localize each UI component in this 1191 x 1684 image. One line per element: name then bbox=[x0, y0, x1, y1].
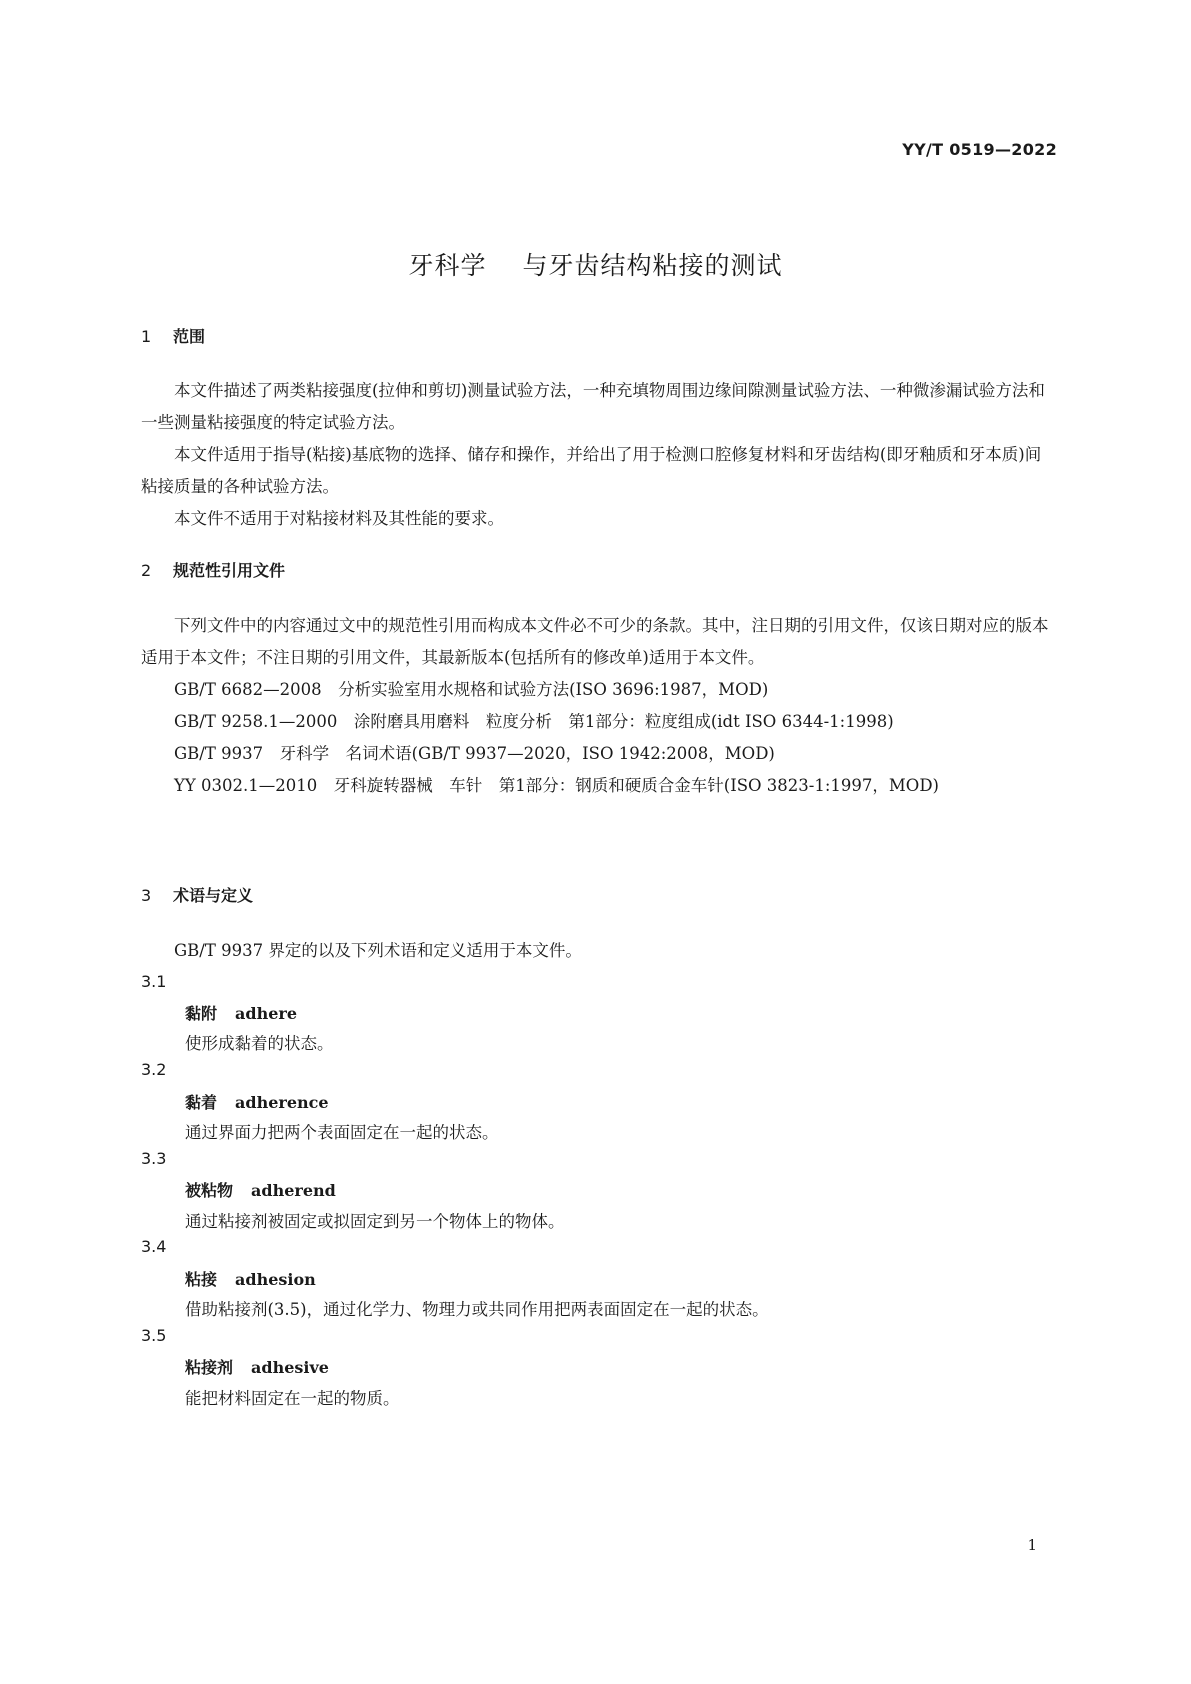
term-definition: 能把材料固定在一起的物质。 bbox=[185, 1389, 400, 1408]
term-zh: 粘接 bbox=[185, 1270, 218, 1289]
title-part-2: 与牙齿结构粘接的测试 bbox=[522, 251, 783, 280]
term-name bbox=[185, 1090, 329, 1113]
document-title bbox=[0, 246, 1191, 282]
reference-item: GB/T 9258.1—2000 涂附磨具用磨料 粒度分析 第1部分：粒度组成(idt ISO 6344-1:1998) bbox=[174, 712, 894, 731]
section-1-heading bbox=[141, 324, 205, 347]
section-2-body bbox=[141, 610, 1055, 802]
term-en: adhesion bbox=[235, 1270, 316, 1289]
term-number: 3.2 bbox=[141, 1060, 167, 1079]
section-1-number: 1 bbox=[141, 327, 152, 346]
term-definition: 通过界面力把两个表面固定在一起的状态。 bbox=[185, 1123, 499, 1142]
section-1-body bbox=[141, 375, 1055, 535]
term-zh: 被粘物 bbox=[185, 1181, 234, 1200]
section-1-paragraph: 本文件描述了两类粘接强度(拉伸和剪切)测量试验方法，一种充填物周围边缘间隙测量试验方法、一种微渗漏试验方法和一些测量粘接强度的特定试验方法。 bbox=[141, 381, 1045, 432]
title-part-1: 牙科学 bbox=[408, 251, 487, 280]
term-definition: 借助粘接剂(3.5)，通过化学力、物理力或共同作用把两表面固定在一起的状态。 bbox=[185, 1300, 769, 1319]
term-zh: 黏附 bbox=[185, 1004, 218, 1023]
reference-item: GB/T 6682—2008 分析实验室用水规格和试验方法(ISO 3696:1987，MOD) bbox=[174, 680, 769, 699]
standard-code: YY/T 0519—2022 bbox=[902, 140, 1057, 159]
section-2-intro: 下列文件中的内容通过文中的规范性引用而构成本文件必不可少的条款。其中，注日期的引用文件，仅该日期对应的版本适用于本文件；不注日期的引用文件，其最新版本(包括所有的修改单)适用于本文件。 bbox=[141, 616, 1049, 667]
section-2-number: 2 bbox=[141, 561, 152, 580]
section-1-title: 范围 bbox=[173, 327, 206, 346]
term-en: adherence bbox=[235, 1093, 329, 1112]
term-definition: 使形成黏着的状态。 bbox=[185, 1034, 334, 1053]
section-1-paragraph: 本文件适用于指导(粘接)基底物的选择、储存和操作，并给出了用于检测口腔修复材料和牙齿结构(即牙釉质和牙本质)间粘接质量的各种试验方法。 bbox=[141, 445, 1042, 496]
term-number: 3.5 bbox=[141, 1326, 167, 1345]
term-zh: 黏着 bbox=[185, 1093, 218, 1112]
term-name bbox=[185, 1355, 329, 1378]
term-name bbox=[185, 1001, 297, 1024]
reference-item: GB/T 9937 牙科学 名词术语(GB/T 9937—2020，ISO 1942:2008，MOD) bbox=[174, 744, 775, 763]
section-1-paragraph: 本文件不适用于对粘接材料及其性能的要求。 bbox=[174, 509, 504, 528]
term-name bbox=[185, 1267, 316, 1290]
page-number: 1 bbox=[1027, 1536, 1037, 1554]
section-3-heading bbox=[141, 883, 253, 906]
term-name bbox=[185, 1178, 336, 1201]
term-zh: 粘接剂 bbox=[185, 1358, 234, 1377]
reference-item: YY 0302.1—2010 牙科旋转器械 车针 第1部分：钢质和硬质合金车针(ISO 3823-1:1997，MOD) bbox=[174, 776, 939, 795]
term-en: adherend bbox=[251, 1181, 336, 1200]
section-3-intro bbox=[141, 935, 1055, 967]
term-number: 3.1 bbox=[141, 972, 167, 991]
section-2-title: 规范性引用文件 bbox=[173, 561, 286, 580]
term-en: adhere bbox=[235, 1004, 297, 1023]
term-number: 3.3 bbox=[141, 1149, 167, 1168]
term-definition: 通过粘接剂被固定或拟固定到另一个物体上的物体。 bbox=[185, 1212, 565, 1231]
term-en: adhesive bbox=[251, 1358, 329, 1377]
section-3-intro-text: GB/T 9937 界定的以及下列术语和定义适用于本文件。 bbox=[174, 941, 582, 960]
section-3-number: 3 bbox=[141, 886, 152, 905]
section-3-title: 术语与定义 bbox=[173, 886, 254, 905]
term-number: 3.4 bbox=[141, 1237, 167, 1256]
section-2-heading bbox=[141, 558, 285, 581]
